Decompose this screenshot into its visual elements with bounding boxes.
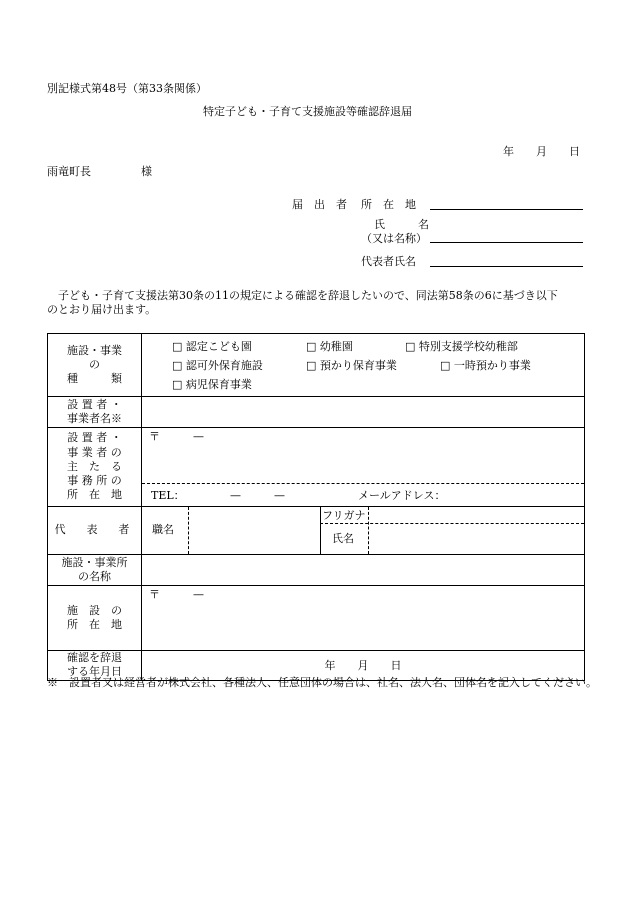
addressee: 雨竜町長 <box>47 165 91 178</box>
option-temporary-care[interactable]: □ 一時預かり事業 <box>440 359 531 372</box>
representative-row-label: 代 表 者 <box>48 507 142 555</box>
facility-name-field[interactable] <box>142 555 585 586</box>
facility-address-label: 施 設 の 所 在 地 <box>48 586 142 651</box>
form-number: 別記様式第48号（第33条関係） <box>47 82 207 95</box>
facility-type-options <box>142 334 585 397</box>
address-underline[interactable] <box>430 209 583 210</box>
option-sick-child-care[interactable]: □ 病児保育事業 <box>172 378 252 391</box>
position-divider <box>188 507 189 554</box>
furigana-separator <box>320 523 584 524</box>
withdrawal-date-value: 年 月 日 <box>324 659 402 673</box>
furigana-label: フリガナ <box>322 509 366 522</box>
option-special-support-kindergarten[interactable]: □ 特別支援学校幼稚部 <box>405 340 518 353</box>
facility-name-label: 施設・事業所 の名称 <box>48 555 142 586</box>
office-address-label: 設 置 者 ・ 事 業 者 の 主 た る 事 務 所 の 所 在 地 <box>48 428 142 507</box>
row-facility-address <box>48 586 585 651</box>
row-office-address <box>48 428 585 507</box>
name-label-alt: （又は名称） <box>361 232 427 245</box>
submission-date: 年 月 日 <box>503 145 580 158</box>
office-tel-value[interactable]: — — <box>230 489 285 502</box>
position-label: 職名 <box>152 523 174 536</box>
facility-type-label: 施設・事業 の 種 類 <box>48 334 142 397</box>
office-separator <box>142 483 584 484</box>
notifier-label: 届 出 者 <box>292 198 347 211</box>
body-text-line-2: のとおり届け出ます。 <box>47 303 157 316</box>
founder-name-field[interactable] <box>142 397 585 428</box>
option-extended-care[interactable]: □ 預かり保育事業 <box>306 359 397 372</box>
office-tel-label: TEL： <box>151 489 185 502</box>
office-email-label: メールアドレス： <box>358 489 446 502</box>
founder-name-label: 設 置 者 ・ 事業者名※ <box>48 397 142 428</box>
name-underline[interactable] <box>430 242 583 243</box>
rep-name-label: 氏名 <box>332 532 354 545</box>
facility-address-field[interactable] <box>142 586 585 651</box>
body-text-line-1: 子ども・子育て支援法第30条の11の規定による確認を辞退したいので、同法第58条の6に基づき以下 <box>47 289 558 302</box>
name-section-divider <box>320 507 321 554</box>
option-unauthorized-nursery[interactable]: □ 認可外保育施設 <box>172 359 263 372</box>
withdrawal-date-label: 確認を辞退 する年月日 <box>48 651 142 681</box>
row-facility-type <box>48 334 585 397</box>
addressee-honorific: 様 <box>141 165 152 178</box>
representative-underline[interactable] <box>430 266 583 267</box>
row-facility-name <box>48 555 585 586</box>
representative-field <box>142 507 585 555</box>
name-label: 氏 名 <box>374 218 429 231</box>
office-postal-code[interactable]: 〒 — <box>149 430 204 443</box>
row-representative <box>48 507 585 555</box>
row-founder-name <box>48 397 585 428</box>
document-title: 特定子ども・子育て支援施設等確認辞退届 <box>203 105 412 118</box>
address-label: 所 在 地 <box>361 198 416 211</box>
option-certified-child-center[interactable]: □ 認定こども園 <box>172 340 252 353</box>
office-address-field[interactable] <box>142 428 585 507</box>
application-table <box>47 333 585 681</box>
facility-postal-code[interactable]: 〒 — <box>149 588 204 601</box>
footnote: ※ 設置者又は経営者が株式会社、各種法人、任意団体の場合は、社名、法人名、団体名を記入してください。 <box>47 676 597 689</box>
representative-label: 代表者氏名 <box>361 255 416 268</box>
option-kindergarten[interactable]: □ 幼稚園 <box>306 340 353 353</box>
furigana-divider <box>368 507 369 554</box>
